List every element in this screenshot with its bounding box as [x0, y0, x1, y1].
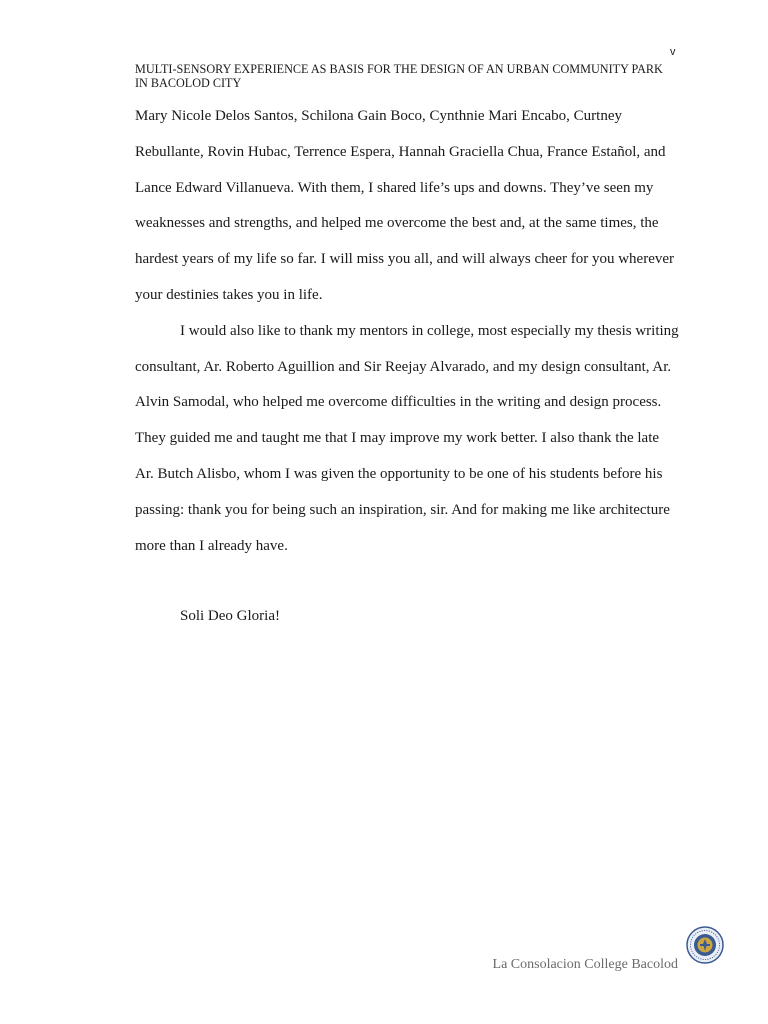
- body-text: [135, 99, 680, 564]
- college-seal-icon: [686, 926, 724, 964]
- running-head: MULTI-SENSORY EXPERIENCE AS BASIS FOR THE DESIGN OF AN URBAN COMMUNITY PARK IN BACOLOD CITY: [135, 62, 663, 90]
- paragraph-acknowledgement-friends: Mary Nicole Delos Santos, Schilona Gain Boco, Cynthnie Mari Encabo, Curtney Rebullante, Rovin Hubac, Terrence Espera, Hannah Graciella Chua, France Estañol, and Lance Edward Villanueva. With them, I shared life’s ups and downs. They’ve seen my weaknesses and strengths, and helped me overcome the best and, at the same times, the hardest years of my life so far. I will miss you all, and will always cheer for you wherever your destinies takes you in life.: [135, 108, 675, 303]
- closing-line: Soli Deo Gloria!: [180, 608, 280, 624]
- footer-institution: La Consolacion College Bacolod: [492, 957, 678, 972]
- page-number: v: [670, 46, 676, 58]
- paragraph-acknowledgement-mentors: I would also like to thank my mentors in college, most especially my thesis writing consultant, Ar. Roberto Aguillion and Sir Reejay Alvarado, and my design consultant, Ar. Alvin Samodal, who helped me overcome difficulties in the writing and design process. They guided me and taught me that I may improve my work better. I also thank the late Ar. Butch Alisbo, whom I was given the opportunity to be one of his students before his passing: thank you for being such an inspiration, sir. And for making me like architecture more than I already have.: [135, 322, 679, 554]
